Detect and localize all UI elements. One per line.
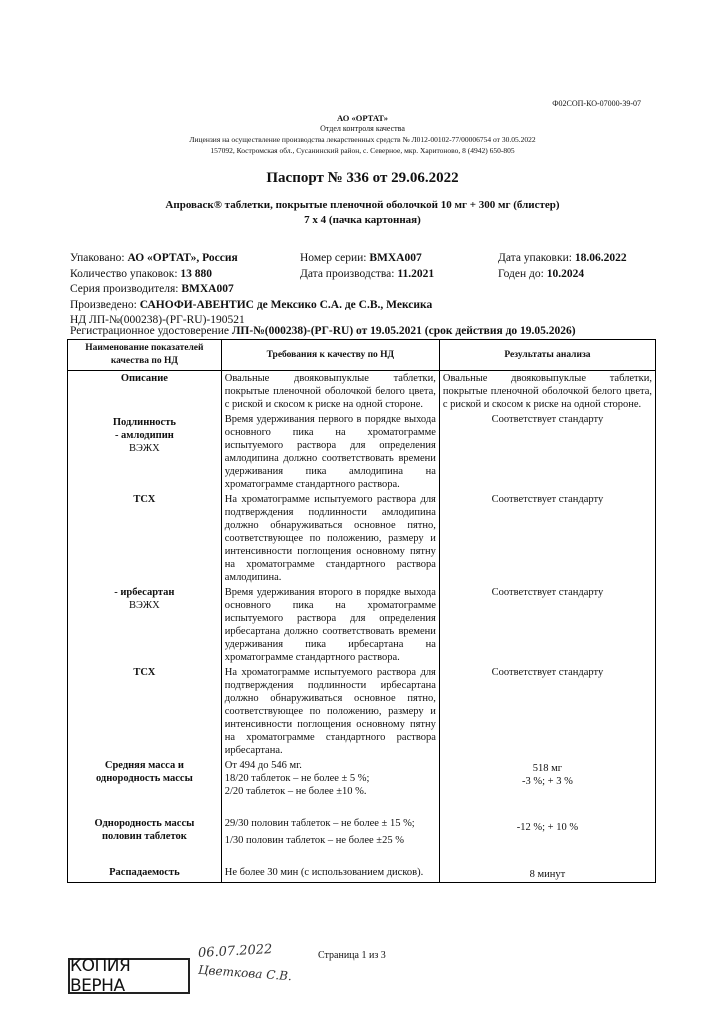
table-row [68,665,656,758]
row-requirement: На хроматограмме испытуемого раствора для подтверждения подлинности ирбесартана должно обнаруживаться основное пятно, соответствующее по положению, размеру и интенсивности поглощения основному пятну на хроматограмме стандартного раствора ирбесартана. [221,665,439,758]
row-name [68,585,222,665]
row-name [68,799,222,848]
row-name-line2: - ирбесартан [114,587,175,598]
row-requirement: На хроматограмме испытуемого раствора для подтверждения подлинности амлодипина должно обнаруживаться основное пятно, соответствующее по положению, размеру и интенсивности поглощения основному пятну на хроматограмме стандартного раствора амлодипина. [221,492,439,585]
requirement-line: 1/30 половин таблеток – не более ±25 % [224,835,404,846]
row-requirement [221,758,439,799]
row-result: Овальные двояковыпуклые таблетки, покрытые пленочной оболочкой белого цвета, с риской и скосом к риске на одной стороне. [439,371,655,413]
table-row [68,848,656,883]
row-requirement: Овальные двояковыпуклые таблетки, покрытые пленочной оболочкой белого цвета, с риской и скосом к риске на одной стороне. [221,371,439,413]
production-date-field: Дата производства: 11.2021 [300,268,435,280]
header-requirements: Требования к качеству по НД [221,340,439,371]
address-line: 157092, Костромская обл., Сусанинский район, с. Северное, мкр. Харитоново, 8 (4942) 650-805 [210,146,515,155]
row-result: Соответствует стандарту [439,585,655,665]
series-field: Номер серии: BMXA007 [300,252,422,264]
license-line: Лицензия на осуществление производства лекарственных средств № Л012-00102-77/00006754 от 30.05.2022 [189,135,536,144]
company-name: АО «ОРТАТ» [337,113,388,123]
requirement-line: 2/20 таблеток – не более ±10 %. [224,786,367,797]
result-line: -3 %; + 3 % [522,776,573,787]
row-name-line2: однородность массы [95,773,193,784]
row-requirement: Не более 30 мин (с использованием дисков). [221,848,439,883]
row-name-line2: - амлодипин [114,430,174,441]
table-row [68,371,656,413]
packed-field: Упаковано: АО «ОРТАТ», Россия [70,252,238,264]
table-header-row [68,340,656,371]
department-name: Отдел контроля качества [320,124,405,133]
table-row [68,758,656,799]
table-row [68,412,656,492]
header-indicator: Наименование показателей качества по НД [68,340,222,371]
row-name-line2: половин таблеток [101,831,187,842]
header-results: Результаты анализа [439,340,655,371]
nd-field: НД ЛП-№(000238)-(РГ-RU)-190521 [70,314,245,326]
row-method: ТСХ [68,665,222,758]
row-requirement: Время удерживания первого в порядке выхода основного пика на хроматограмме испытуемого раствора для определения амлодипина должно соответствовать времени удерживания пика амлодипина на хроматограмме стандартного раствора. [221,412,439,492]
row-name [68,758,222,799]
table-row [68,799,656,848]
row-result: 8 минут [439,848,655,883]
page-number: Страница 1 из 3 [318,950,386,961]
row-method: ВЭЖХ [129,600,160,611]
table-row [68,585,656,665]
manufacturer-series-field: Серия производителя: BMXA007 [70,283,234,295]
produced-by-field: Произведено: САНОФИ-АВЕНТИС де Мексико С.А. де С.В., Мексика [70,299,433,311]
row-result: Соответствует стандарту [439,665,655,758]
row-method: ТСХ [68,492,222,585]
copy-verified-stamp: КОПИЯ ВЕРНА [68,958,190,994]
document-code: Ф02СОП-КО-07000-39-07 [552,99,641,108]
product-name: Апроваск® таблетки, покрытые пленочной оболочкой 10 мг + 300 мг (блистер) [165,199,560,211]
valid-until-field: Годен до: 10.2024 [498,268,585,280]
requirement-line: 18/20 таблеток – не более ± 5 %; [224,773,370,784]
passport-title: Паспорт № 336 от 29.06.2022 [266,170,459,186]
registration-field: Регистрационное удостоверение ЛП-№(000238)-(РГ-RU) от 19.05.2021 (срок действия до 19.05.2026) [70,325,576,337]
pack-date-field: Дата упаковки: 18.06.2022 [498,252,627,264]
quality-table [67,339,656,883]
row-result: Соответствует стандарту [439,492,655,585]
requirement-line: От 494 до 546 мг. [224,760,302,771]
result-line: 518 мг [532,763,563,774]
row-name [68,412,222,492]
row-name-line1: Однородность массы [94,818,195,829]
row-requirement [221,799,439,848]
handwritten-signature: Цветкова С.В. [197,962,293,984]
quantity-field: Количество упаковок: 13 880 [70,268,213,280]
row-name-line1: Средняя масса и [104,760,184,771]
row-method: ВЭЖХ [129,443,160,454]
row-requirement: Время удерживания второго в порядке выхода основного пика на хроматограмме испытуемого раствора для определения ирбесартана должно соответствовать времени удерживания пика ирбесартана на хроматограмме стандартного раствора. [221,585,439,665]
row-name: Распадаемость [68,848,222,883]
row-result: Соответствует стандарту [439,412,655,492]
product-pack: 7 х 4 (пачка картонная) [304,214,421,226]
handwritten-date: 06.07.2022 [197,942,273,961]
row-result [439,758,655,799]
row-name: Описание [68,371,222,413]
requirement-line: 29/30 половин таблеток – не более ± 15 %; [224,818,415,829]
table-row [68,492,656,585]
row-name-line1: Подлинность [112,417,176,428]
row-result: -12 %; + 10 % [439,799,655,848]
